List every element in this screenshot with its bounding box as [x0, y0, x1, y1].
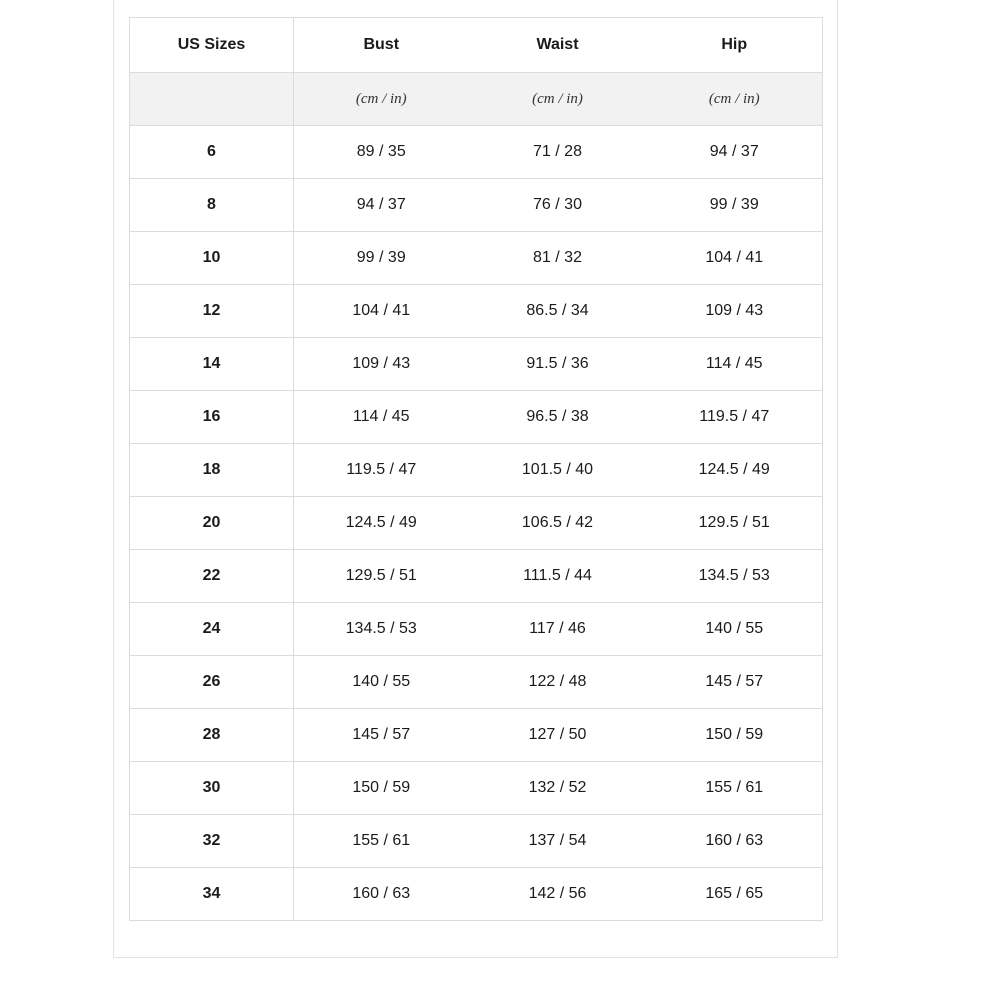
size-cell: 18	[130, 444, 294, 497]
hip-cell: 155 / 61	[647, 762, 823, 815]
table-row	[130, 815, 823, 868]
bust-cell: 114 / 45	[294, 391, 469, 444]
hip-cell: 124.5 / 49	[647, 444, 823, 497]
size-cell: 10	[130, 232, 294, 285]
table-row	[130, 179, 823, 232]
size-cell: 8	[130, 179, 294, 232]
waist-cell: 101.5 / 40	[469, 444, 647, 497]
hip-cell: 165 / 65	[647, 868, 823, 921]
hip-cell: 109 / 43	[647, 285, 823, 338]
header-row	[130, 18, 823, 73]
waist-cell: 142 / 56	[469, 868, 647, 921]
bust-cell: 150 / 59	[294, 762, 469, 815]
unit-bust: (cm / in)	[294, 73, 469, 126]
size-cell: 34	[130, 868, 294, 921]
size-cell: 22	[130, 550, 294, 603]
hip-cell: 140 / 55	[647, 603, 823, 656]
bust-cell: 94 / 37	[294, 179, 469, 232]
hip-cell: 104 / 41	[647, 232, 823, 285]
bust-cell: 109 / 43	[294, 338, 469, 391]
header-bust: Bust	[294, 18, 469, 73]
unit-hip: (cm / in)	[647, 73, 823, 126]
hip-cell: 119.5 / 47	[647, 391, 823, 444]
bust-cell: 160 / 63	[294, 868, 469, 921]
size-cell: 14	[130, 338, 294, 391]
size-chart-table	[129, 17, 823, 921]
waist-cell: 117 / 46	[469, 603, 647, 656]
header-us-sizes: US Sizes	[130, 18, 294, 73]
waist-cell: 76 / 30	[469, 179, 647, 232]
waist-cell: 111.5 / 44	[469, 550, 647, 603]
hip-cell: 145 / 57	[647, 656, 823, 709]
hip-cell: 129.5 / 51	[647, 497, 823, 550]
bust-cell: 155 / 61	[294, 815, 469, 868]
size-cell: 26	[130, 656, 294, 709]
waist-cell: 122 / 48	[469, 656, 647, 709]
waist-cell: 96.5 / 38	[469, 391, 647, 444]
waist-cell: 137 / 54	[469, 815, 647, 868]
waist-cell: 86.5 / 34	[469, 285, 647, 338]
hip-cell: 150 / 59	[647, 709, 823, 762]
hip-cell: 99 / 39	[647, 179, 823, 232]
size-cell: 30	[130, 762, 294, 815]
bust-cell: 119.5 / 47	[294, 444, 469, 497]
waist-cell: 91.5 / 36	[469, 338, 647, 391]
size-cell: 32	[130, 815, 294, 868]
table-row	[130, 391, 823, 444]
table-row	[130, 285, 823, 338]
hip-cell: 134.5 / 53	[647, 550, 823, 603]
units-row	[130, 73, 823, 126]
size-cell: 24	[130, 603, 294, 656]
hip-cell: 114 / 45	[647, 338, 823, 391]
table-row	[130, 550, 823, 603]
bust-cell: 145 / 57	[294, 709, 469, 762]
table-row	[130, 709, 823, 762]
unit-waist: (cm / in)	[469, 73, 647, 126]
hip-cell: 94 / 37	[647, 126, 823, 179]
table-row	[130, 603, 823, 656]
header-hip: Hip	[647, 18, 823, 73]
bust-cell: 124.5 / 49	[294, 497, 469, 550]
table-row	[130, 338, 823, 391]
bust-cell: 129.5 / 51	[294, 550, 469, 603]
bust-cell: 140 / 55	[294, 656, 469, 709]
size-cell: 20	[130, 497, 294, 550]
size-cell: 6	[130, 126, 294, 179]
size-cell: 28	[130, 709, 294, 762]
waist-cell: 81 / 32	[469, 232, 647, 285]
table-row	[130, 444, 823, 497]
table-row	[130, 656, 823, 709]
waist-cell: 127 / 50	[469, 709, 647, 762]
table-row	[130, 126, 823, 179]
bust-cell: 104 / 41	[294, 285, 469, 338]
bust-cell: 99 / 39	[294, 232, 469, 285]
bust-cell: 89 / 35	[294, 126, 469, 179]
unit-size	[130, 73, 294, 126]
table-row	[130, 868, 823, 921]
table-row	[130, 497, 823, 550]
header-waist: Waist	[469, 18, 647, 73]
table-row	[130, 232, 823, 285]
table-body	[130, 73, 823, 921]
table-head	[130, 18, 823, 73]
waist-cell: 106.5 / 42	[469, 497, 647, 550]
bust-cell: 134.5 / 53	[294, 603, 469, 656]
table-row	[130, 762, 823, 815]
hip-cell: 160 / 63	[647, 815, 823, 868]
size-cell: 12	[130, 285, 294, 338]
size-cell: 16	[130, 391, 294, 444]
waist-cell: 132 / 52	[469, 762, 647, 815]
waist-cell: 71 / 28	[469, 126, 647, 179]
